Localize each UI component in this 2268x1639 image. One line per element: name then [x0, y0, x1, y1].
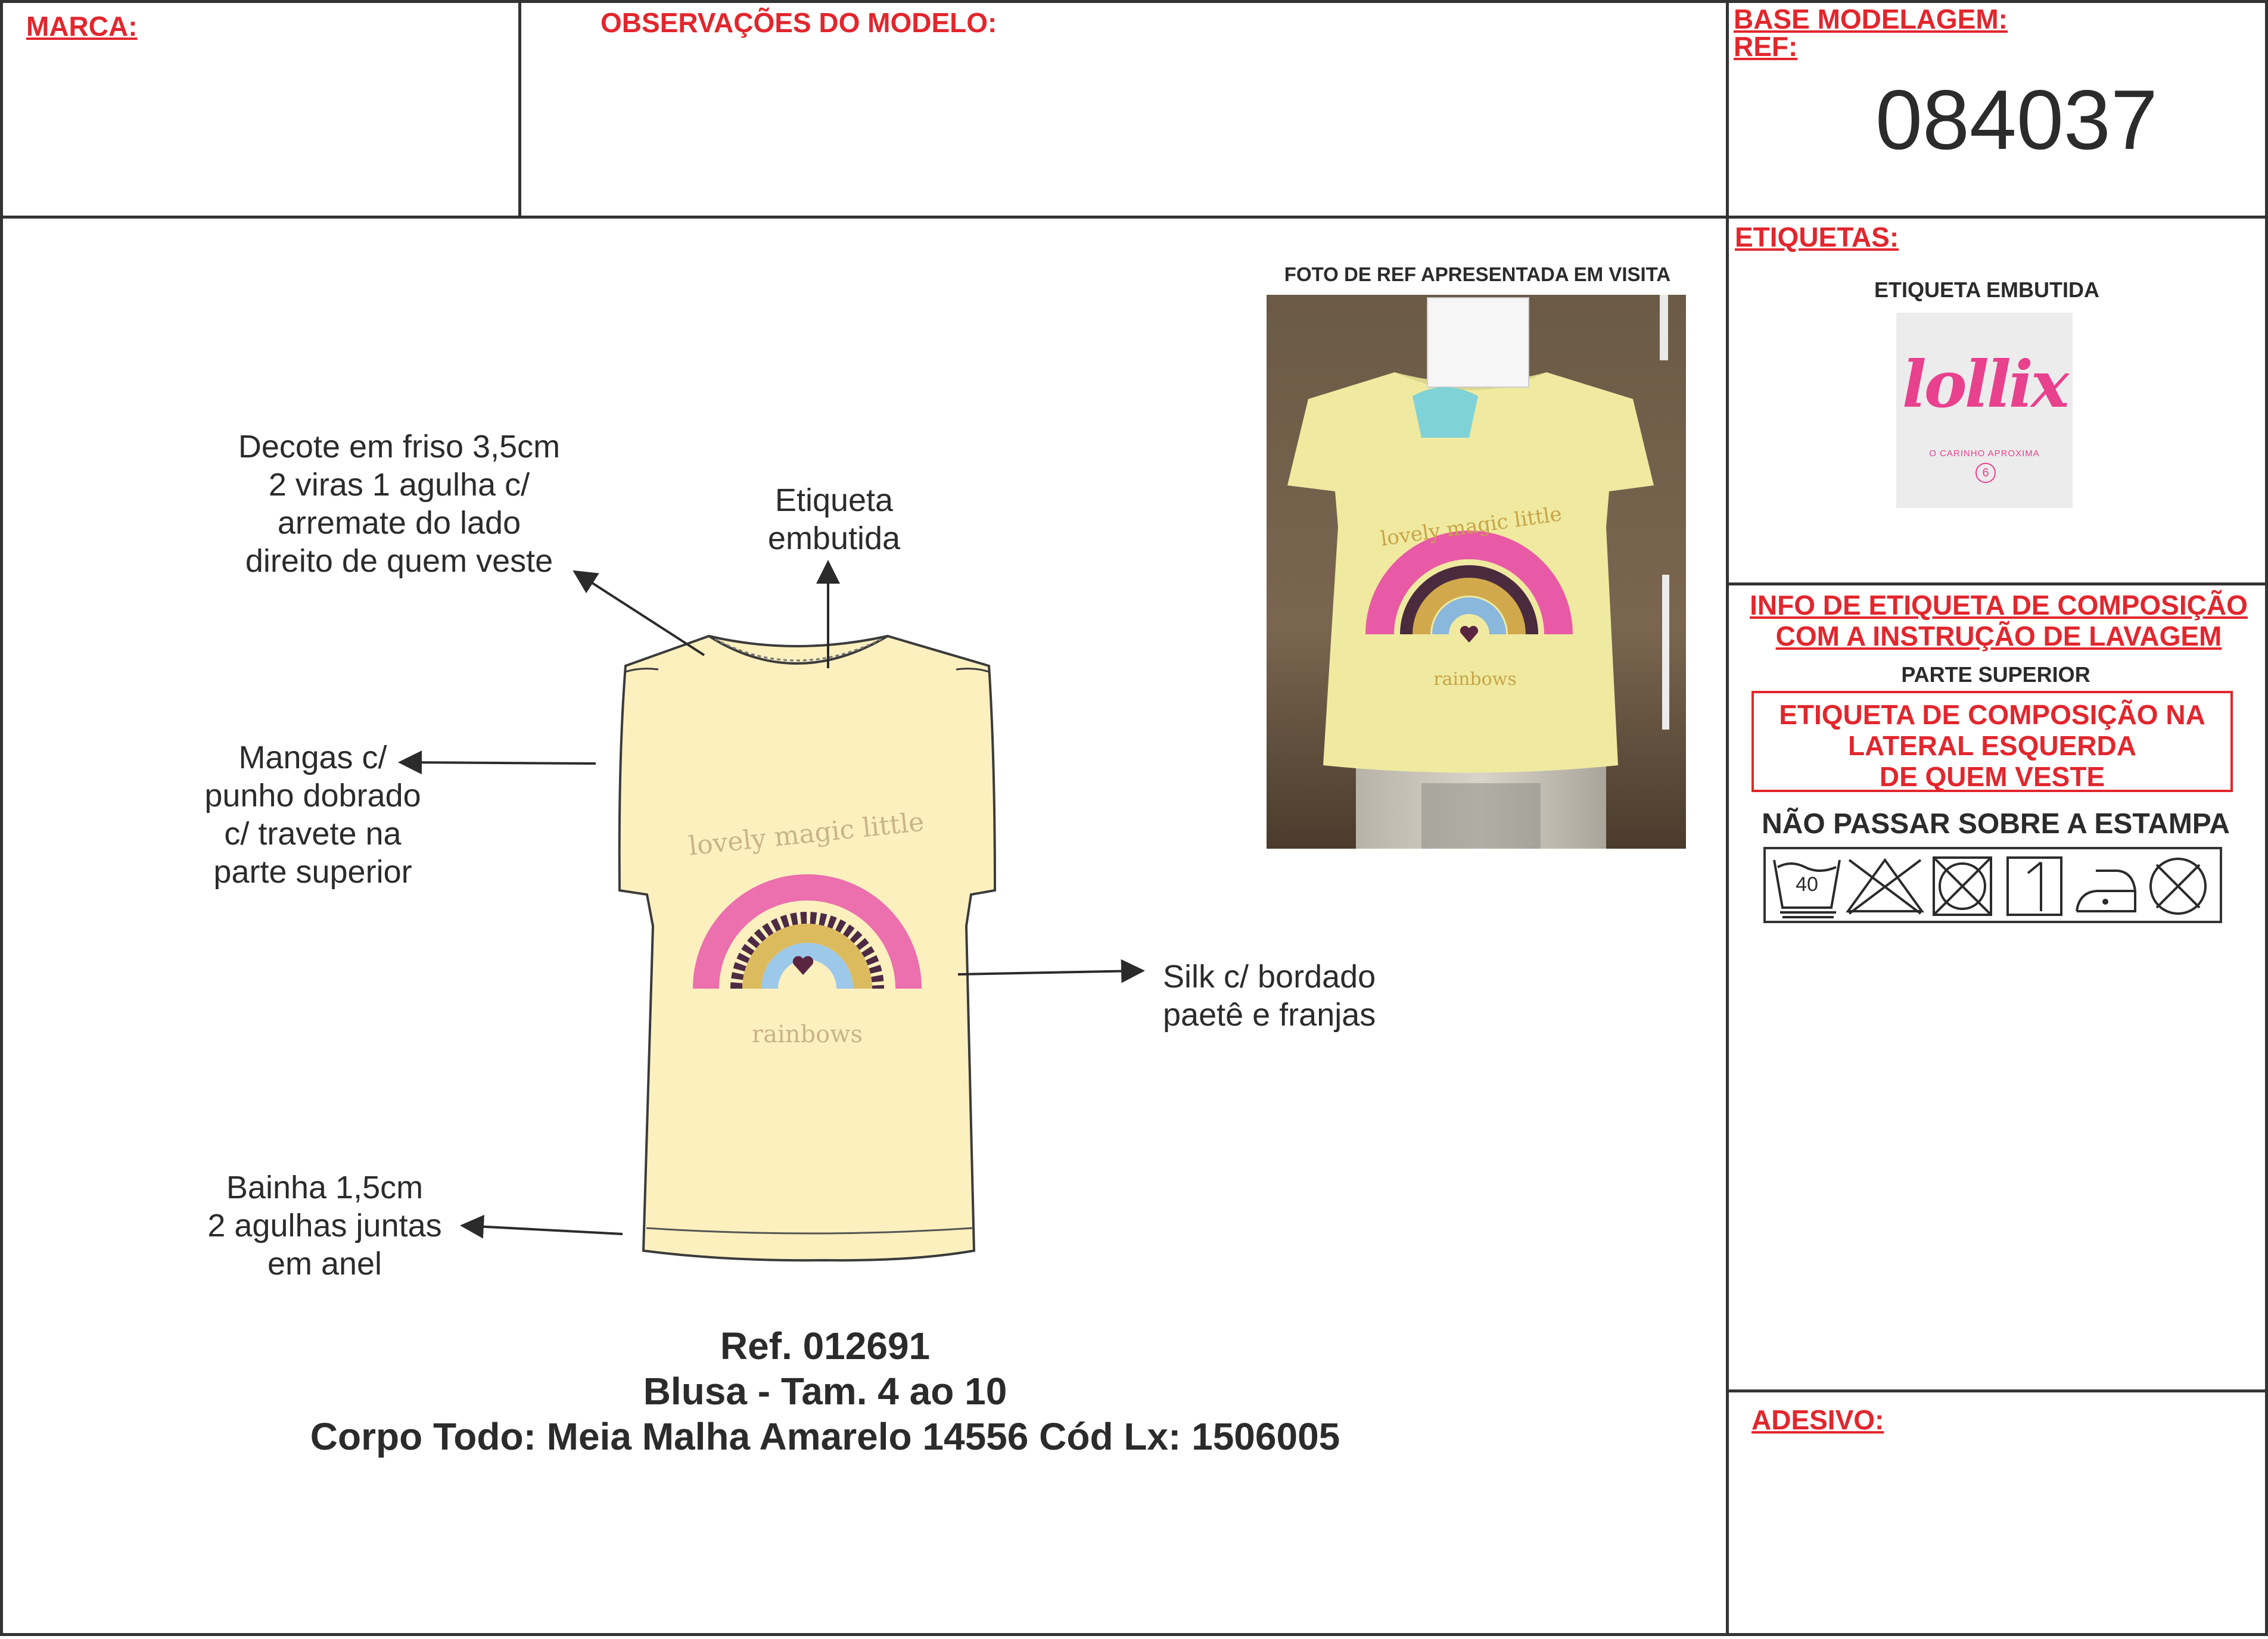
marca-label: MARCA: — [26, 11, 138, 42]
svg-text:lovely magic little: lovely magic little — [687, 806, 926, 862]
ref-number: 084037 — [1875, 73, 2158, 167]
reference-photo — [1267, 295, 1686, 849]
no-bleach-icon — [1848, 860, 1922, 914]
header-divider — [0, 216, 2268, 219]
svg-text:rainbows: rainbows — [752, 1021, 863, 1048]
svg-text:lovely magic little: lovely magic little — [1379, 501, 1564, 551]
product-ref: Ref. 012691 — [720, 1325, 931, 1367]
product-material: Corpo Todo: Meia Malha Amarelo 14556 Cód Lx: 1506005 — [310, 1415, 1340, 1458]
observacoes-label: OBSERVAÇÕES DO MODELO: — [601, 7, 997, 38]
callout-bainha: Bainha 1,5cm 2 agulhas juntas em anel — [207, 1170, 442, 1282]
svg-text:40: 40 — [1796, 873, 1818, 896]
photo-caption: FOTO DE REF APRESENTADA EM VISITA — [1284, 263, 1671, 285]
header-col-divider-1 — [518, 0, 521, 217]
brand-label-card — [1896, 313, 2073, 508]
care-symbols — [1763, 847, 2222, 923]
callout-silk: Silk c/ bordado paetê e franjas — [1163, 959, 1376, 1033]
no-dry-clean-icon — [2151, 859, 2205, 914]
ref-label: REF: — [1734, 31, 1798, 62]
parte-superior: PARTE SUPERIOR — [1901, 662, 2090, 687]
callout-etiqueta: Etiqueta embutida — [767, 482, 901, 556]
callout-mangas: Mangas c/ punho dobrado c/ travete na parte superior — [204, 740, 421, 890]
shirt-sketch — [536, 619, 1126, 1275]
composicao-title: INFO DE ETIQUETA DE COMPOSIÇÃO COM A INSTRUÇÃO DE LAVAGEM — [1750, 590, 2248, 652]
adesivo-title: ADESIVO: — [1751, 1404, 1884, 1435]
base-modelagem-label: BASE MODELAGEM: — [1734, 4, 2008, 35]
callout-decote: Decote em friso 3,5cm 2 viras 1 agulha c/ arremate do lado direito de quem veste — [238, 429, 561, 579]
no-tumble-dry-icon — [1934, 858, 1991, 915]
adesivo-divider — [1726, 1389, 2268, 1392]
brand-logo: lollix — [1902, 347, 2067, 422]
svg-text:rainbows: rainbows — [1433, 669, 1517, 690]
etiquetas-divider — [1726, 582, 2268, 585]
composicao-box: ETIQUETA DE COMPOSIÇÃO NA LATERAL ESQUERDA DE QUEM VESTE — [1751, 691, 2233, 792]
brand-size: 6 — [1975, 463, 1996, 483]
product-desc: Blusa - Tam. 4 ao 10 — [643, 1370, 1007, 1413]
iron-low-icon — [2077, 871, 2135, 911]
etiquetas-title: ETIQUETAS: — [1735, 222, 1899, 253]
line-dry-icon — [2008, 858, 2061, 915]
nao-passar-warning: NÃO PASSAR SOBRE A ESTAMPA — [1762, 808, 2230, 840]
etiqueta-embutida: ETIQUETA EMBUTIDA — [1874, 278, 2099, 302]
brand-tagline: O CARINHO APROXIMA — [1929, 448, 2040, 459]
